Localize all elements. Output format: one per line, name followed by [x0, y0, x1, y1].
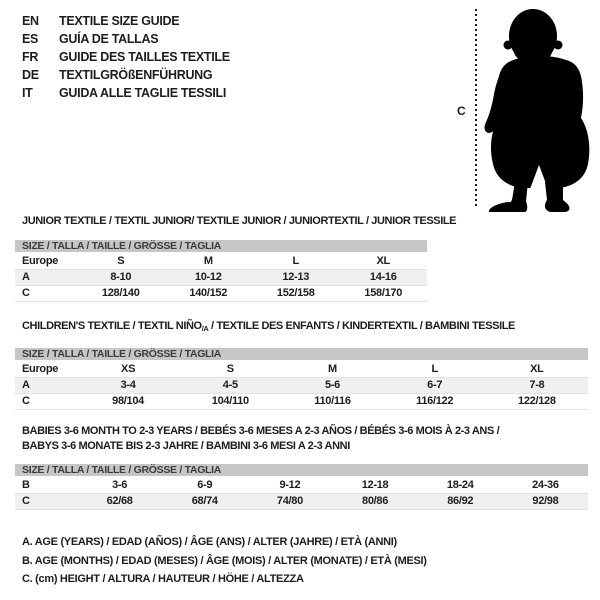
legend-item-age-years: A. AGE (YEARS) / EDAD (AÑOS) / ÂGE (ANS) / ALTER (JAHRE) / ETÀ (ANNI)	[22, 536, 397, 548]
table-cell: 12-13	[252, 269, 340, 285]
table-cell: 9-12	[247, 477, 332, 493]
title-line-2: BABYS 3-6 MONATE BIS 2-3 JAHRE / BAMBINI 3-6 MESI A 2-3 ANNI	[22, 440, 350, 452]
table-cell: XL	[486, 361, 588, 377]
table-cell: 24-36	[503, 477, 588, 493]
table-cell: 128/140	[77, 285, 165, 301]
language-code: FR	[22, 50, 39, 64]
table-cell: 6-9	[162, 477, 247, 493]
table-cell: XS	[77, 361, 179, 377]
guide-title: GUIDA ALLE TAGLIE TESSILI	[59, 86, 227, 100]
language-row-it	[22, 84, 230, 102]
guide-title: GUIDE DES TAILLES TEXTILE	[59, 50, 230, 64]
title-text: / TEXTILE DES ENFANTS / KINDERTEXTIL / BAMBINI TESSILE	[208, 320, 515, 332]
table-cell: 92/98	[503, 493, 588, 509]
language-row-es	[22, 30, 230, 48]
table-cell: 3-6	[77, 477, 162, 493]
table-cell: 152/158	[252, 285, 340, 301]
table-cell: 98/104	[77, 393, 179, 409]
language-code: EN	[22, 14, 39, 28]
size-header-row	[15, 464, 588, 477]
title-line-1: BABIES 3-6 MONTH TO 2-3 YEARS / BEBÉS 3-6 MESES A 2-3 AÑOS / BÉBÉS 3-6 MOIS À 2-3 ANS /	[22, 425, 500, 437]
size-header-label: SIZE / TALLA / TAILLE / GRÖSSE / TAGLIA	[15, 240, 427, 253]
legend	[22, 533, 427, 589]
table-cell: 158/170	[340, 285, 428, 301]
row-label: C	[15, 285, 77, 301]
row-label: C	[15, 393, 77, 409]
height-measure-dotted-line	[475, 9, 477, 207]
language-code: DE	[22, 68, 39, 82]
row-label: A	[15, 269, 77, 285]
table-row-height	[15, 393, 588, 409]
table-cell: 18-24	[418, 477, 503, 493]
table-cell: L	[252, 253, 340, 269]
table-cell: 86/92	[418, 493, 503, 509]
row-label: A	[15, 377, 77, 393]
language-code: IT	[22, 86, 33, 100]
guide-title: TEXTILE SIZE GUIDE	[59, 14, 180, 28]
table-cell: S	[77, 253, 165, 269]
childrens-section-title	[22, 320, 515, 333]
table-cell: 140/152	[165, 285, 253, 301]
table-row-age	[15, 269, 427, 285]
table-cell: S	[179, 361, 281, 377]
language-row-de	[22, 66, 230, 84]
table-cell: 3-4	[77, 377, 179, 393]
table-cell: 12-18	[332, 477, 417, 493]
table-cell: 122/128	[486, 393, 588, 409]
language-code: ES	[22, 32, 39, 46]
table-cell: M	[165, 253, 253, 269]
table-cell: L	[384, 361, 486, 377]
title-subscript: /A	[201, 324, 209, 333]
row-label: B	[15, 477, 77, 493]
table-row-height	[15, 493, 588, 509]
table-cell: 62/68	[77, 493, 162, 509]
table-cell: 104/110	[179, 393, 281, 409]
table-cell: 4-5	[179, 377, 281, 393]
childrens-size-table	[15, 348, 588, 410]
table-cell: 10-12	[165, 269, 253, 285]
table-cell: 110/116	[281, 393, 383, 409]
table-row-europe	[15, 361, 588, 377]
title-text: CHILDREN'S TEXTILE / TEXTIL NIÑO	[22, 320, 202, 332]
babies-section-title	[22, 424, 499, 454]
height-measure-label: C	[457, 104, 466, 118]
table-cell: 8-10	[77, 269, 165, 285]
table-row-height	[15, 285, 427, 301]
junior-size-table	[15, 240, 427, 302]
row-label: C	[15, 493, 77, 509]
junior-section-title: JUNIOR TEXTILE / TEXTIL JUNIOR/ TEXTILE JUNIOR / JUNIORTEXTIL / JUNIOR TESSILE	[22, 215, 457, 227]
table-cell: 68/74	[162, 493, 247, 509]
table-cell: XL	[340, 253, 428, 269]
guide-title: TEXTILGRÖßENFÜHRUNG	[59, 68, 213, 82]
table-cell: 7-8	[486, 377, 588, 393]
language-row-en	[22, 12, 230, 30]
size-header-row	[15, 240, 427, 253]
table-cell: 74/80	[247, 493, 332, 509]
language-row-fr	[22, 48, 230, 66]
table-cell: 116/122	[384, 393, 486, 409]
size-header-row	[15, 348, 588, 361]
legend-item-age-months: B. AGE (MONTHS) / EDAD (MESES) / ÂGE (MOIS) / ALTER (MONATE) / ETÀ (MESI)	[22, 554, 427, 567]
table-row-age-months	[15, 477, 588, 493]
baby-silhouette-image	[481, 4, 599, 212]
language-title-list	[22, 12, 230, 102]
size-header-label: SIZE / TALLA / TAILLE / GRÖSSE / TAGLIA	[15, 348, 588, 361]
table-cell: 14-16	[340, 269, 428, 285]
table-row-age	[15, 377, 588, 393]
table-cell: M	[281, 361, 383, 377]
table-cell: 6-7	[384, 377, 486, 393]
table-cell: 5-6	[281, 377, 383, 393]
row-label: Europe	[15, 361, 77, 377]
row-label: Europe	[15, 253, 77, 269]
babies-size-table	[15, 464, 588, 510]
table-cell: 80/86	[332, 493, 417, 509]
legend-item-height: C. (cm) HEIGHT / ALTURA / HAUTEUR / HÖHE / ALTEZZA	[22, 573, 304, 585]
table-row-europe	[15, 253, 427, 269]
guide-title: GUÍA DE TALLAS	[59, 32, 159, 46]
size-header-label: SIZE / TALLA / TAILLE / GRÖSSE / TAGLIA	[15, 464, 588, 477]
